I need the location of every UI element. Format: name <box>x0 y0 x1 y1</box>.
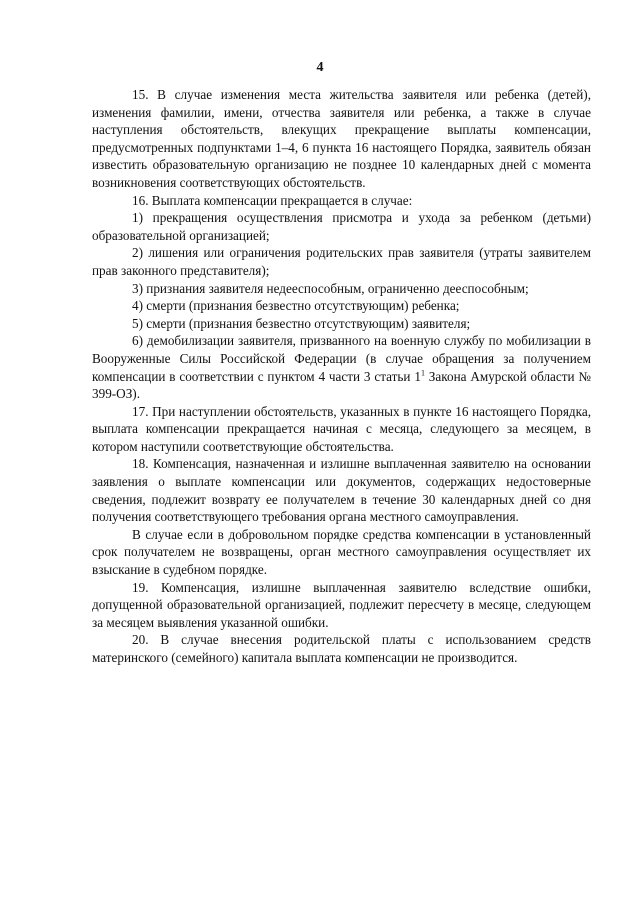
paragraph-16-item-6 <box>92 332 591 402</box>
paragraph-16-item-2: 2) лишения или ограничения родительских прав заявителя (утраты заявителем прав законного представителя); <box>92 245 591 278</box>
paragraph-20: 20. В случае внесения родительской платы с использованием средств материнского (семейного) капитала выплата компенсации не производится. <box>92 632 591 665</box>
paragraph-16-item-6-text: 6) демобилизации заявителя, призванного на военную службу по мобилизации в Вооруженные Силы Российской Федерации (в случае обращения за получением компенсации в соответствии с пунктом 4 части 3 статьи 1 <box>92 333 591 384</box>
page-number: 4 <box>316 60 324 75</box>
paragraph-16-item-5: 5) смерти (признания безвестно отсутствующим) заявителя; <box>132 315 471 331</box>
paragraph-16-item-3: 3) признания заявителя недееспособным, ограниченно дееспособным; <box>132 280 529 296</box>
paragraph-17: 17. При наступлении обстоятельств, указанных в пункте 16 настоящего Порядка, выплата компенсации прекращается начиная с месяца, следующего за месяцем, в котором наступили соответствующие обстоятельства. <box>92 403 591 454</box>
paragraph-16-item-4: 4) смерти (признания безвестно отсутствующим) ребенка; <box>132 298 460 314</box>
paragraph-19: 19. Компенсация, излишне выплаченная заявителю вследствие ошибки, допущенной образовательной организацией, подлежит пересчету в месяце, следующем за месяцем выявления указанной ошибки. <box>92 579 591 630</box>
paragraph-18: 18. Компенсация, назначенная и излишне выплаченная заявителю на основании заявления о выплате компенсации или документов, содержащих недостоверные сведения, подлежит возврату ее получателем в течение 30 календарных дней со дня получения соответствующего требования органа местного самоуправления. <box>92 456 591 525</box>
paragraph-18-part-2: В случае если в добровольном порядке средства компенсации в установленный срок получателем не возвращены, орган местного самоуправления осуществляет их взыскание в судебном порядке. <box>92 526 591 578</box>
document-body <box>92 86 591 667</box>
paragraph-15: 15. В случае изменения места жительства заявителя или ребенка (детей), изменения фамилии, имени, отчества заявителя или ребенка, а также в случае наступления обстоятельств, влекущих прекращение выплаты компенсации, предусмотренных подпунктами 1–4, 6 пункта 16 настоящего Порядка, заявитель обязан известить образовательную организацию не позднее 10 календарных дней с момента возникновения соответствующих обстоятельств. <box>92 87 591 190</box>
paragraph-16-item-1: 1) прекращения осуществления присмотра и ухода за ребенком (детьми) образовательной организацией; <box>92 210 591 243</box>
superscript-1: 1 <box>420 368 425 378</box>
paragraph-16: 16. Выплата компенсации прекращается в случае: <box>132 192 413 208</box>
paragraph-16-item-6-text-end: Закона Амурской области № 399-ОЗ). <box>92 368 591 402</box>
